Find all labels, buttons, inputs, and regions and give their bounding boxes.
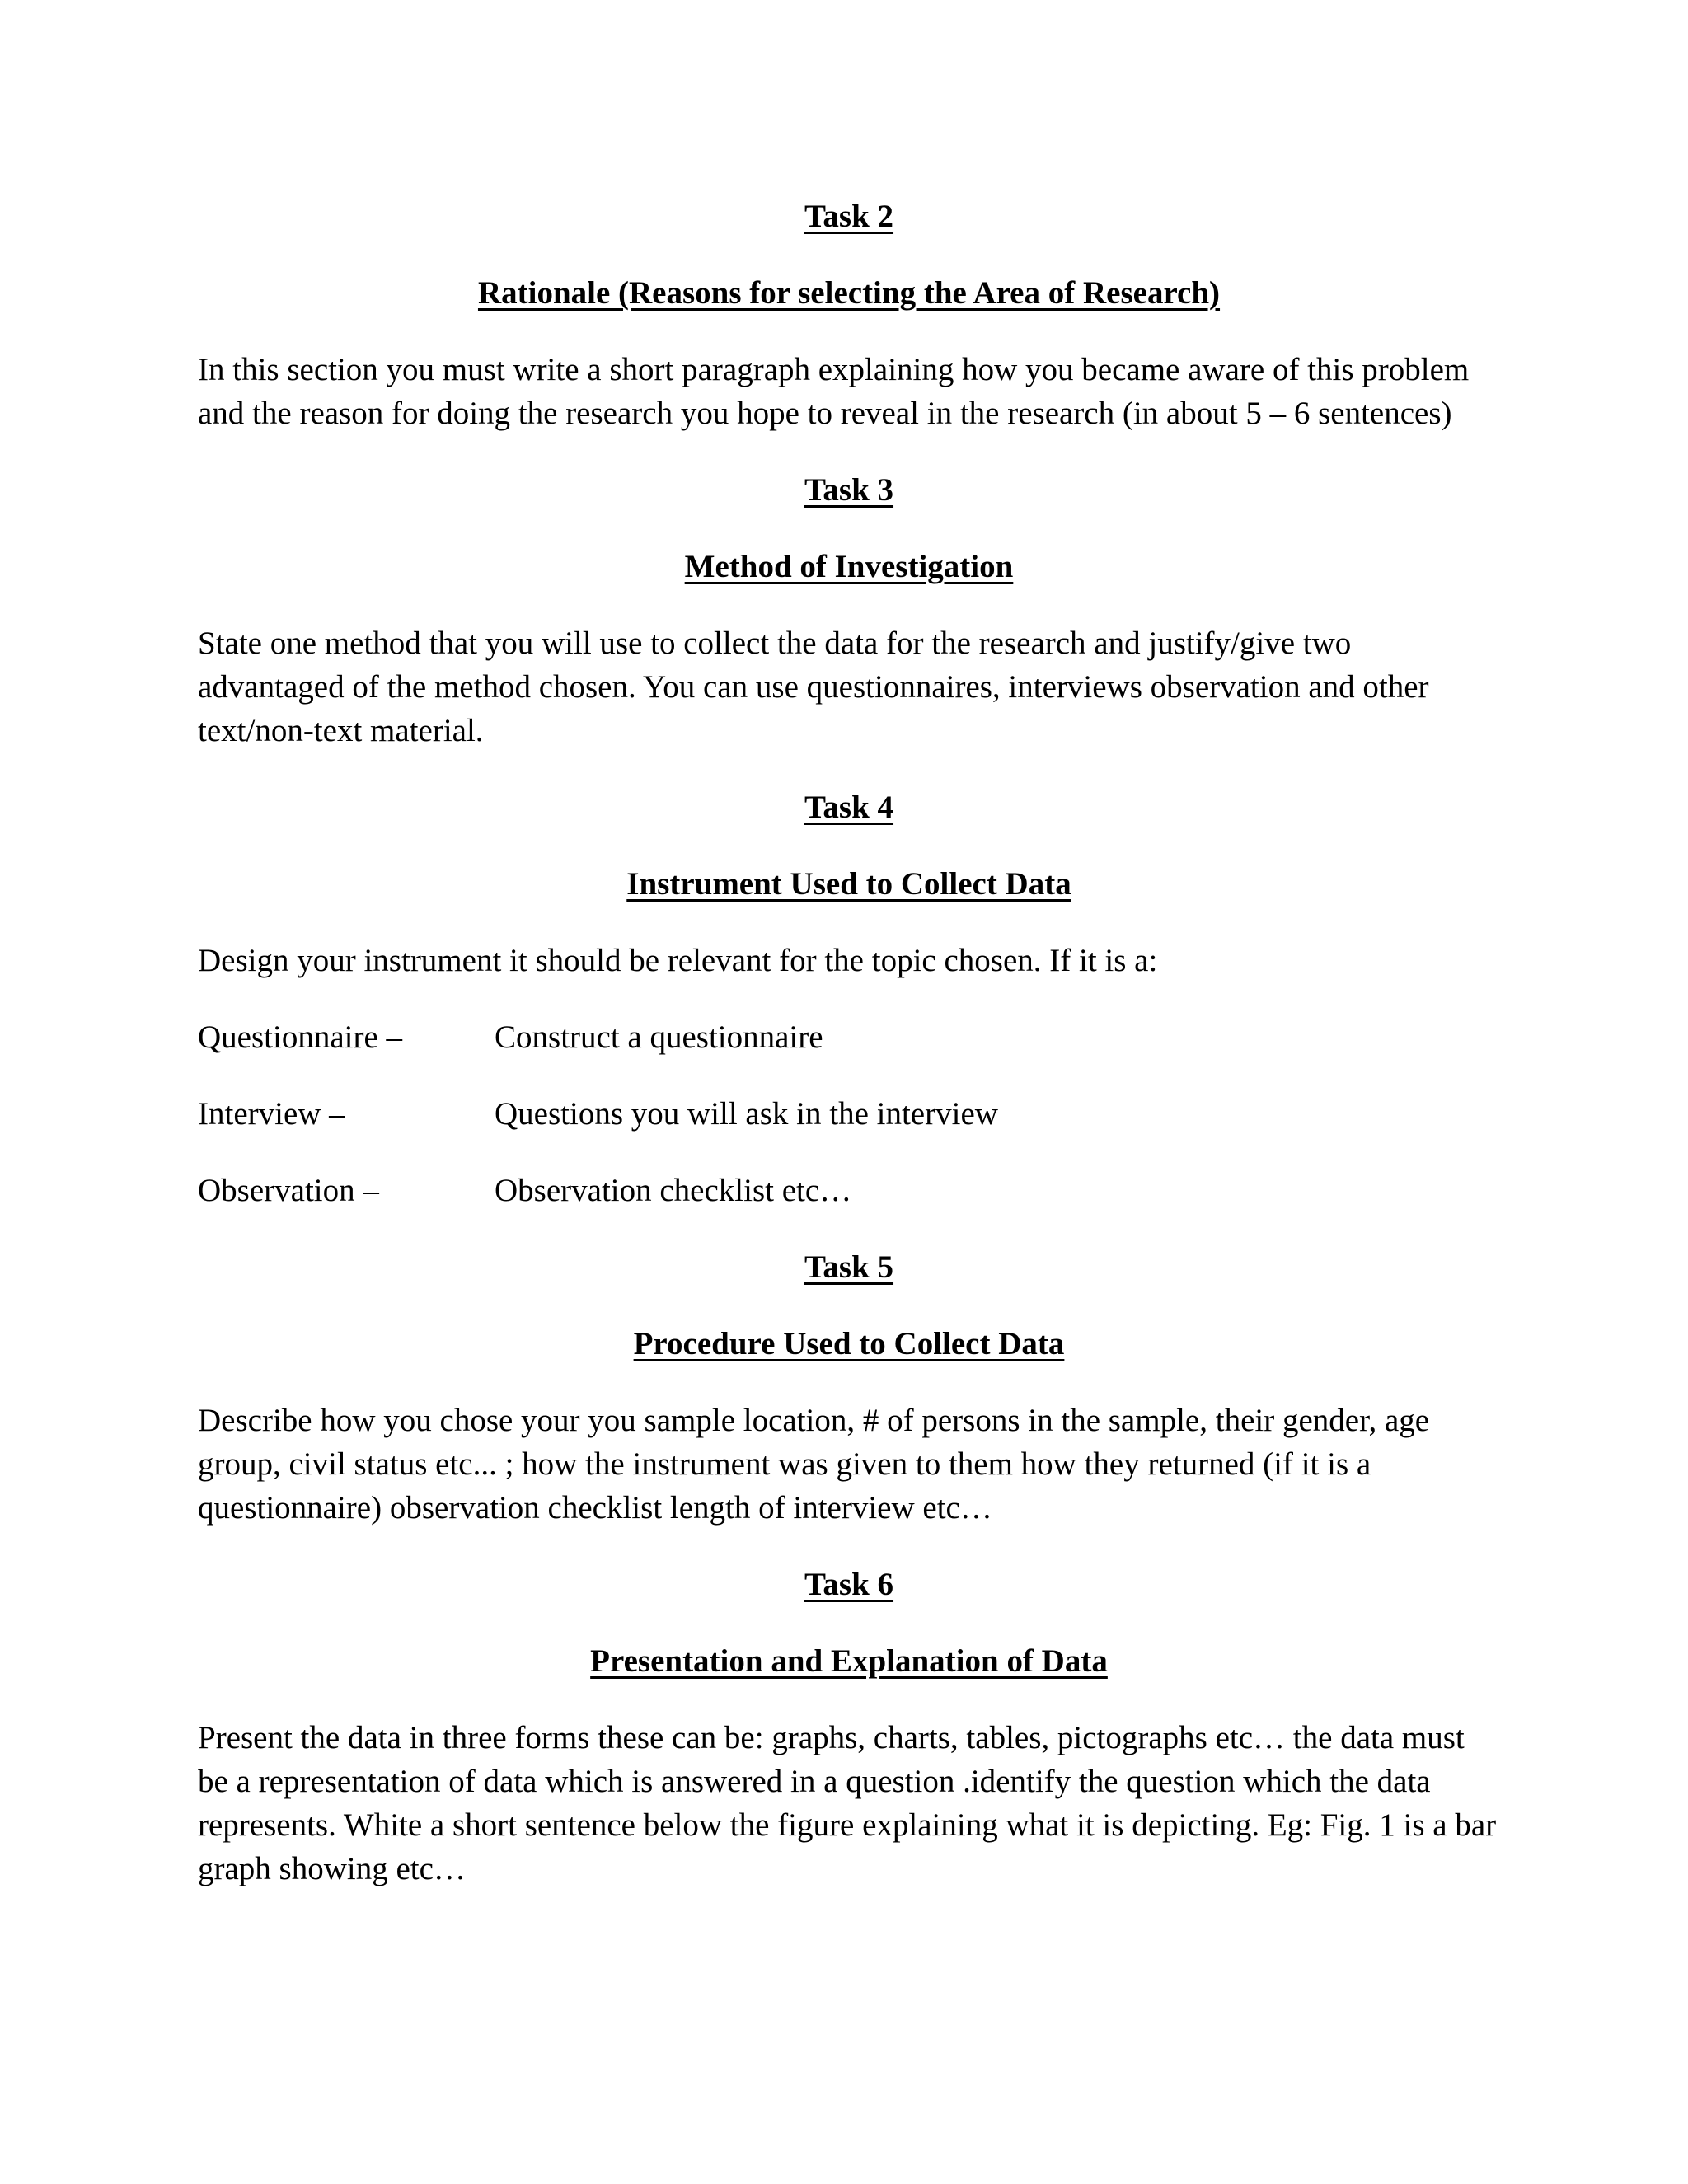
rationale-paragraph: In this section you must write a short paragraph explaining how you became aware of this problem and the reason for doing the research you hope to reveal in the research (in about 5 – 6 sentences)	[198, 352, 1470, 431]
task-4-section	[198, 785, 1500, 1212]
task-6-section	[198, 1563, 1500, 1891]
task-5-label: Task 5	[804, 1249, 894, 1285]
task-4-label: Task 4	[804, 790, 894, 825]
instrument-row-interview	[198, 1092, 1500, 1136]
instrument-type: Questionnaire –	[198, 1019, 403, 1055]
instrument-heading: Instrument Used to Collect Data	[626, 866, 1071, 902]
task-2-section	[198, 194, 1500, 435]
document-page	[198, 194, 1500, 1924]
presentation-heading: Presentation and Explanation of Data	[590, 1643, 1108, 1679]
procedure-heading: Procedure Used to Collect Data	[633, 1326, 1065, 1361]
method-heading: Method of Investigation	[684, 549, 1014, 584]
presentation-paragraph: Present the data in three forms these can be: graphs, charts, tables, pictographs etc… the data must be a representation of data which is answered in a question .identify the question which the data represents. White a short sentence below the figure explaining what it is depicting. Eg: Fig. 1 is a bar graph showing etc…	[198, 1720, 1497, 1886]
procedure-paragraph: Describe how you chose your you sample location, # of persons in the sample, their gender, age group, civil status etc... ; how the instrument was given to them how they returned (if it is a questionnaire) observation checklist length of interview etc…	[198, 1403, 1430, 1526]
task-6-label: Task 6	[804, 1567, 894, 1602]
instrument-description: Observation checklist etc…	[495, 1173, 852, 1208]
task-2-label: Task 2	[804, 199, 894, 234]
instrument-description: Construct a questionnaire	[495, 1019, 823, 1055]
instrument-type: Interview –	[198, 1096, 345, 1132]
instrument-row-questionnaire	[198, 1015, 1500, 1059]
task-5-section	[198, 1245, 1500, 1530]
instrument-description: Questions you will ask in the interview	[495, 1096, 998, 1132]
instrument-type: Observation –	[198, 1173, 379, 1208]
instrument-paragraph: Design your instrument it should be relevant for the topic chosen. If it is a:	[198, 943, 1158, 978]
rationale-heading: Rationale (Reasons for selecting the Area of Research)	[477, 275, 1221, 311]
task-3-label: Task 3	[804, 472, 894, 508]
instrument-row-observation	[198, 1169, 1500, 1212]
method-paragraph: State one method that you will use to collect the data for the research and justify/give two advantaged of the method chosen. You can use questionnaires, interviews observation and other text/non-text material.	[198, 626, 1429, 748]
task-3-section	[198, 468, 1500, 752]
